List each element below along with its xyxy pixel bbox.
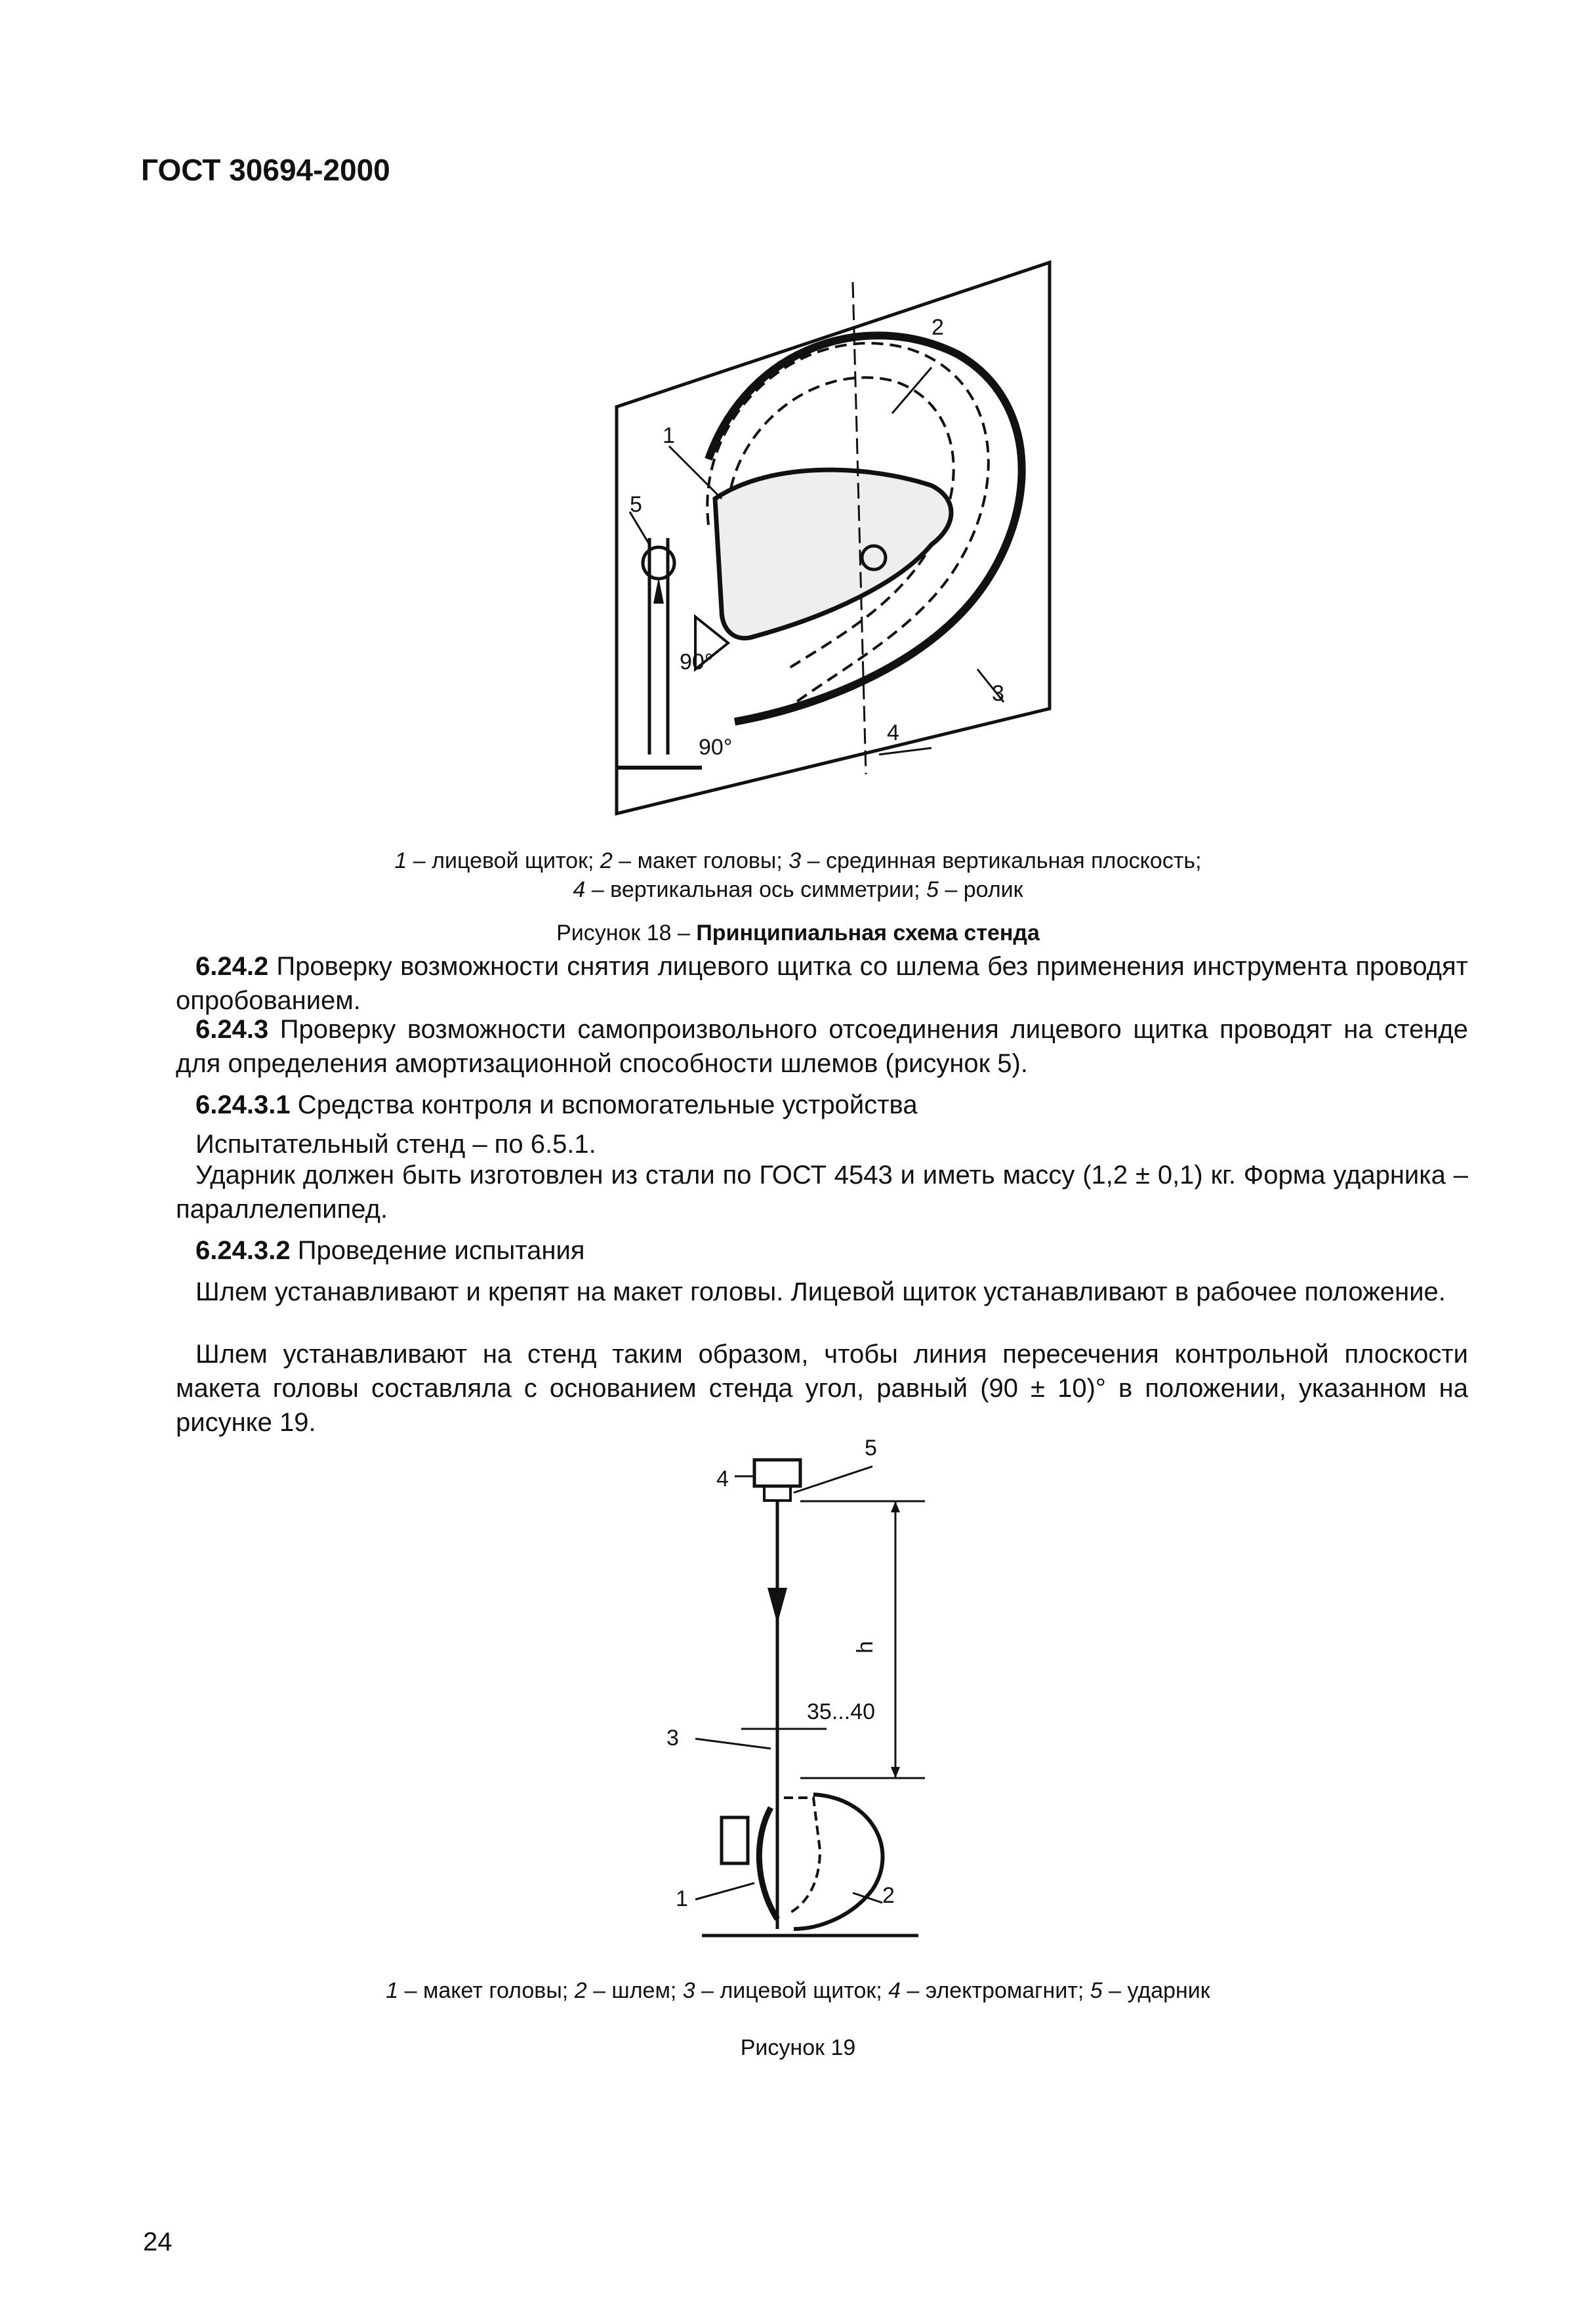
electromagnet xyxy=(754,1460,800,1486)
face-shield xyxy=(759,1808,777,1919)
fig19-label-3: 3 xyxy=(666,1726,679,1751)
page-number: 24 xyxy=(143,2228,173,2256)
figure-19-svg xyxy=(656,1430,971,1955)
figure-18-legend-line-2: 4 – вертикальная ось симметрии; 5 – ролик xyxy=(573,877,1023,902)
fig18-angle-2: 90° xyxy=(699,735,733,760)
roller xyxy=(643,547,674,579)
paragraph-6-24-2: 6.24.2 Проверку возможности снятия лицевого щитка со шлема без применения инструмента проводят опробованием. xyxy=(176,952,1468,1015)
fig18-label-2: 2 xyxy=(931,315,944,340)
fig19-label-4: 4 xyxy=(716,1466,729,1491)
document-header: ГОСТ 30694-2000 xyxy=(141,153,390,187)
figure-18-svg xyxy=(590,249,1076,827)
striker xyxy=(764,1486,790,1501)
figure-18-title: Рисунок 18 – Принципиальная схема стенда xyxy=(556,921,1040,945)
fig19-dim-offset: 35...40 xyxy=(807,1699,875,1724)
figure-19-title: Рисунок 19 xyxy=(740,2035,856,2060)
figure-18-drawing xyxy=(590,249,1076,827)
figure-18-legend xyxy=(0,846,1596,904)
paragraph-6-24-3-1: 6.24.3.1 Средства контроля и вспомогательные устройства xyxy=(195,1090,918,1119)
fig19-label-2: 2 xyxy=(882,1883,895,1908)
fig18-label-4: 4 xyxy=(887,720,899,745)
drop-arrow xyxy=(767,1588,787,1624)
fig19-dim-h: h xyxy=(853,1641,878,1653)
figure-19-drawing xyxy=(656,1430,971,1955)
fig18-label-3: 3 xyxy=(992,681,1004,706)
fig18-label-5: 5 xyxy=(630,492,642,517)
fig19-label-5: 5 xyxy=(865,1436,877,1461)
fig18-label-1: 1 xyxy=(663,423,675,448)
fig19-label-1: 1 xyxy=(676,1886,688,1911)
head-form xyxy=(784,1798,820,1913)
figure-18-legend-line-1: 1 – лицевой щиток; 2 – макет головы; 3 – срединная вертикальная плоскость; xyxy=(394,848,1202,873)
figure-19-legend: 1 – макет головы; 2 – шлем; 3 – лицевой щиток; 4 – электромагнит; 5 – ударник xyxy=(386,1978,1210,2003)
paragraph-striker: Ударник должен быть изготовлен из стали по ГОСТ 4543 и иметь массу (1,2 ± 0,1) кг. Форма ударника – параллелепипед. xyxy=(176,1161,1468,1224)
paragraph-helmet-mount: Шлем устанавливают и крепят на макет головы. Лицевой щиток устанавливают в рабочее положение. xyxy=(195,1277,1446,1306)
face-shield xyxy=(715,470,951,638)
paragraph-6-24-3-2: 6.24.3.2 Проведение испытания xyxy=(195,1236,585,1265)
fig18-angle-1: 90° xyxy=(680,650,714,674)
paragraph-test-stand: Испытательный стенд – по 6.5.1. xyxy=(195,1130,596,1159)
helmet xyxy=(794,1794,883,1929)
paragraph-6-24-3: 6.24.3 Проверку возможности самопроизвольного отсоединения лицевого щитка проводят на стенде для определения амортизационной способности шлемов (рисунок 5). xyxy=(176,1015,1468,1078)
paragraph-helmet-position: Шлем устанавливают на стенд таким образом, чтобы линия пересечения контрольной плоскости макета головы составляла с основанием стенда угол, равный (90 ± 10)° в положении, указанном на рисунке 19. xyxy=(176,1340,1468,1437)
